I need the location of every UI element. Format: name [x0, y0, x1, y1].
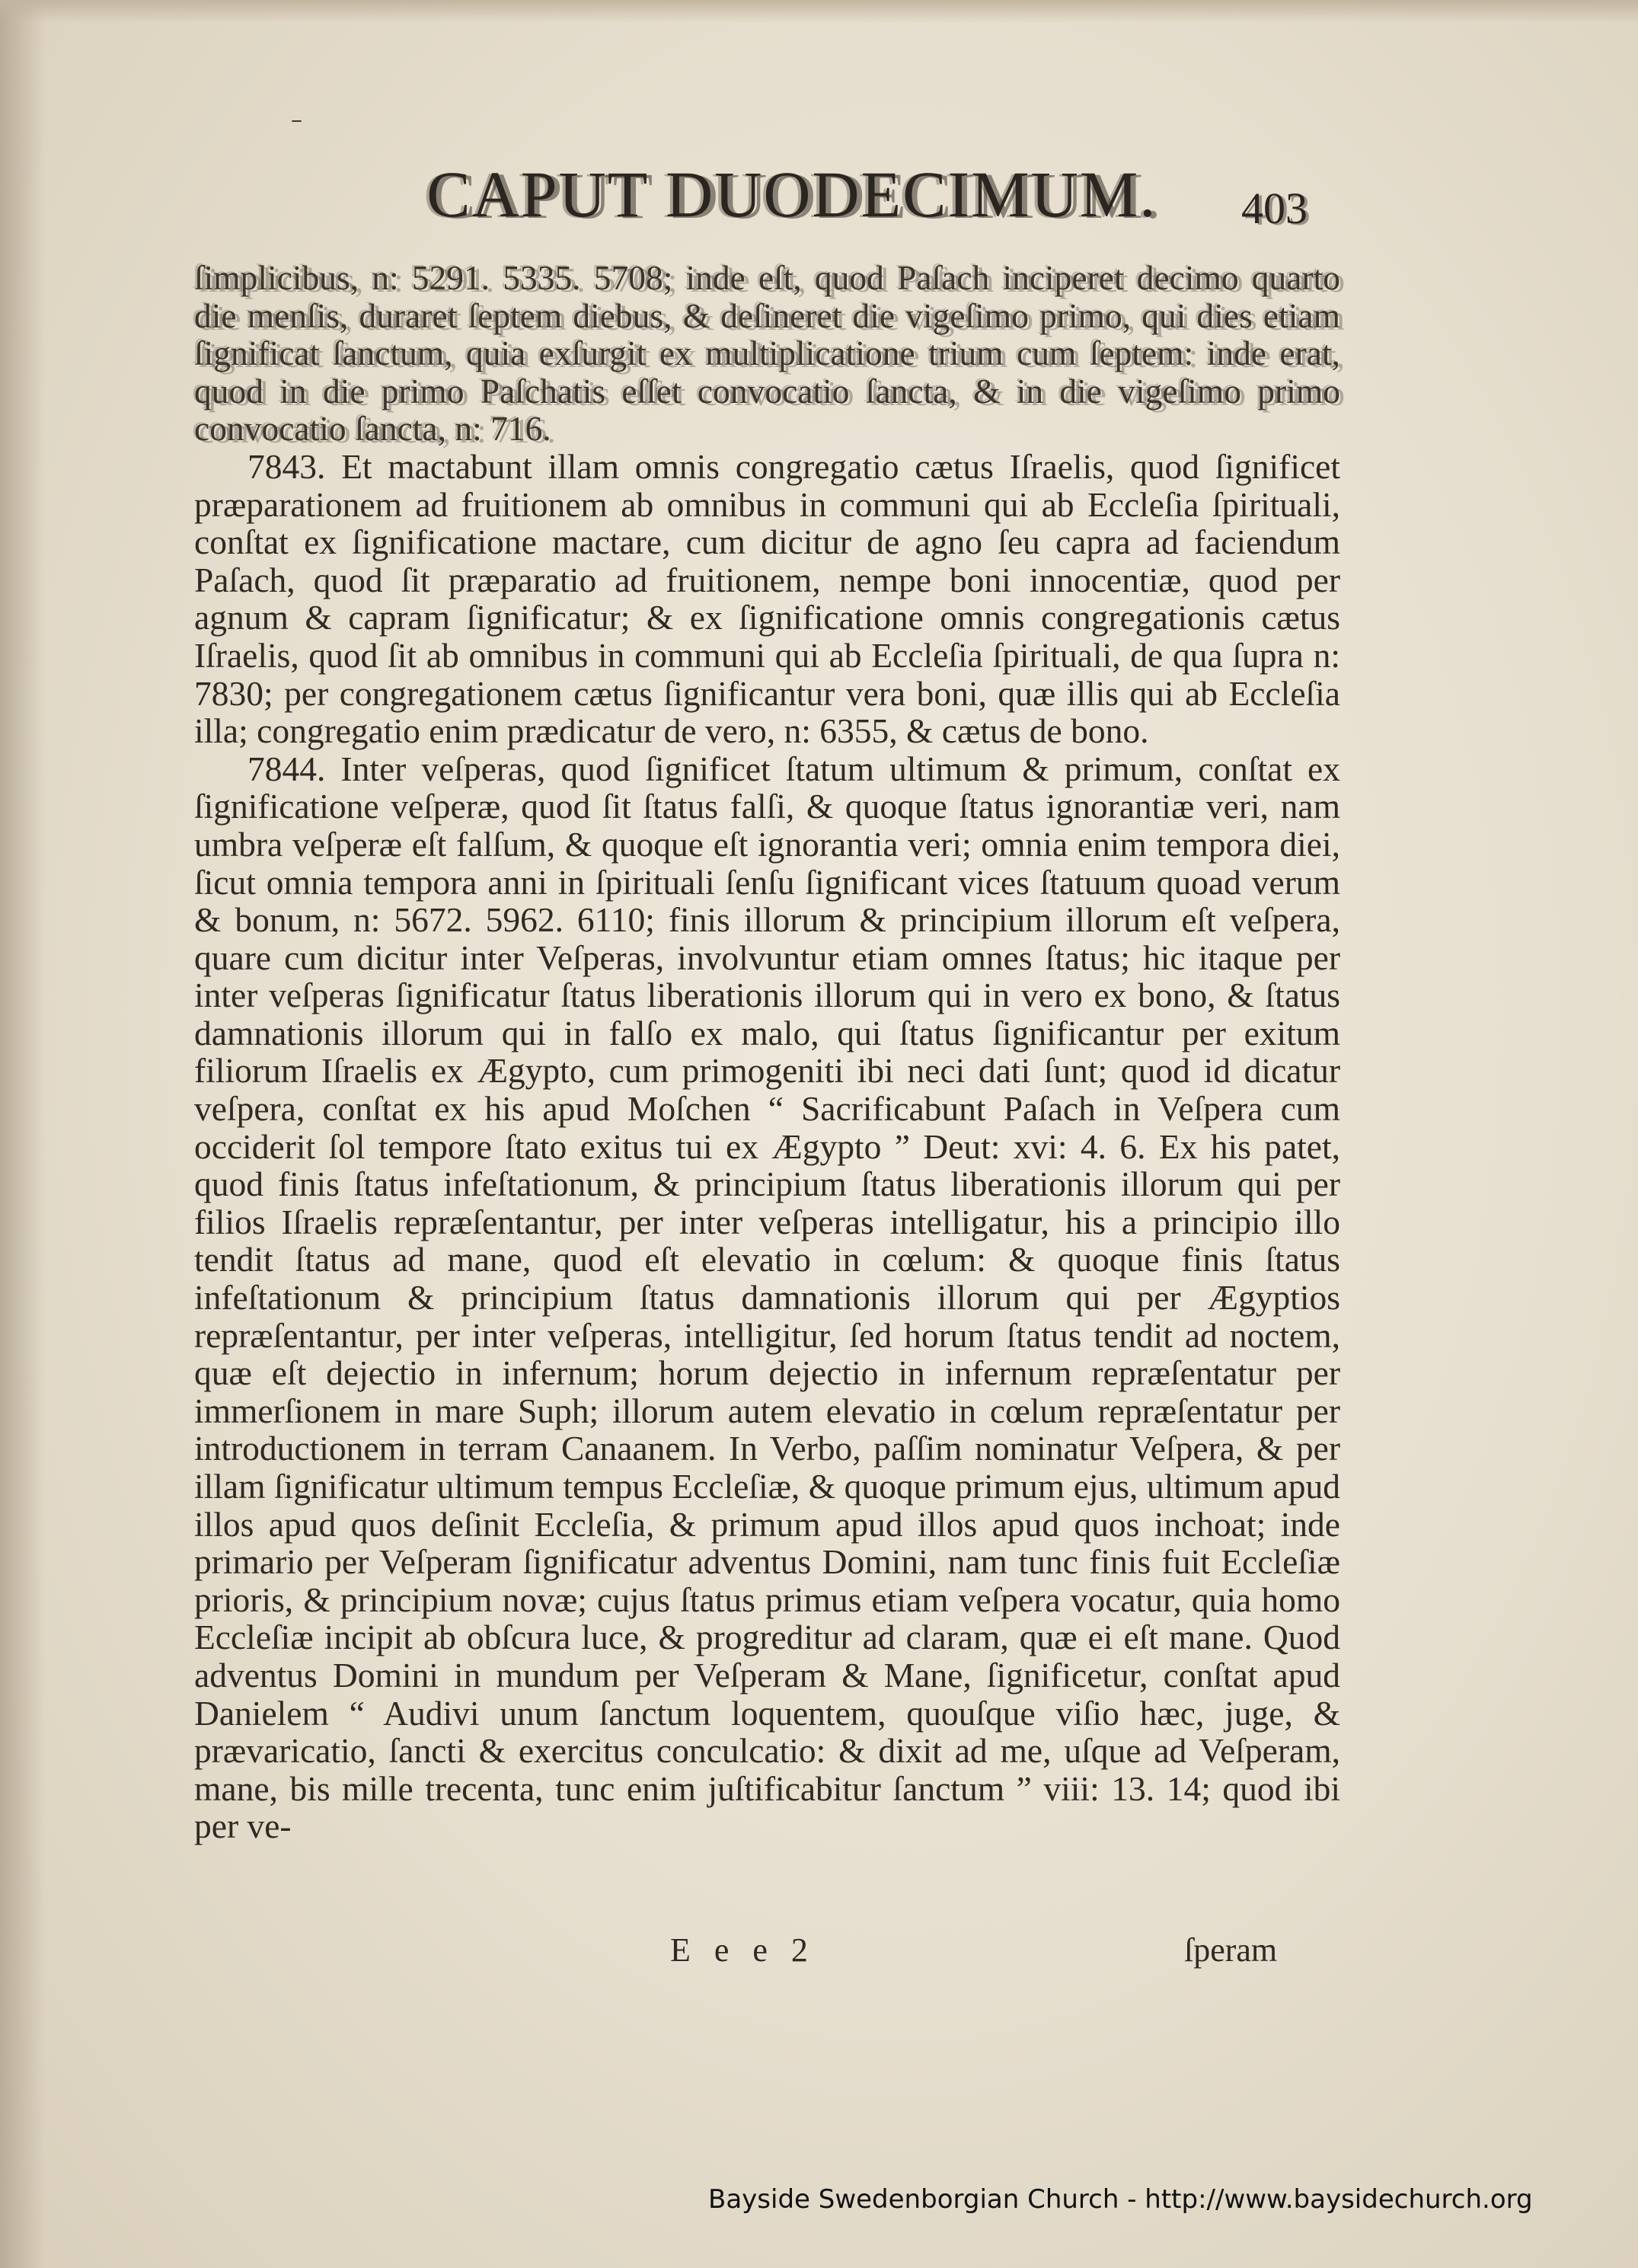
watermark-caption: Bayside Swedenborgian Church - http://www.baysidechurch.org: [708, 2184, 1533, 2215]
body-text: [194, 259, 1340, 1845]
page-number: 403: [1241, 184, 1308, 233]
paragraph-continuation: ſimplicibus, n: 5291. 5335. 5708; inde eſt, quod Paſach inciperet decimo quarto die menſis, duraret ſeptem diebus, & deſineret die vigeſimo primo, qui dies etiam ſignificat ſanctum, quia exſurgit ex multiplicatione trium cum ſeptem: inde erat, quod in die primo Paſchatis eſſet convocatio ſancta, & in die vigeſimo primo convocatio ſancta, n: 716.: [194, 258, 1340, 449]
signature-mark: E e e 2: [670, 1931, 816, 1969]
page-edge-shadow-top: [0, 0, 1638, 23]
paragraph-7843: 7843. Et mactabunt illam omnis congregatio cætus Iſraelis, quod ſignificet præparationem ad fruitionem ab omnibus in communi qui ab Eccleſia ſpirituali, conſtat ex ſignificatione mactare, cum dicitur de agno ſeu capra ad faciendum Paſach, quod ſit præparatio ad fruitionem, nempe boni innocentiæ, quod per agnum & capram ſignificatur; & ex ſignificatione omnis congregationis cætus Iſraelis, quod ſit ab omnibus in communi qui ab Eccleſia ſpirituali, de qua ſupra n: 7830; per congregationem cætus ſignificantur vera boni, quæ illis qui ab Eccleſia illa; congregatio enim prædicatur de vero, n: 6355, & cætus de bono.: [194, 446, 1340, 751]
margin-dash-mark: –: [291, 107, 302, 133]
catchword: ſperam: [1184, 1931, 1278, 1969]
paragraph-7844: 7844. Inter veſperas, quod ſignificet ſtatum ultimum & primum, conſtat ex ſignificatione veſperæ, quod ſit ſtatus falſi, & quoque ſtatus ignorantiæ veri, nam umbra veſperæ eſt falſum, & quoque eſt ignorantia veri; omnia enim tempora diei, ſicut omnia tempora anni in ſpirituali ſenſu ſignificant vices ſtatuum quoad verum & bonum, n: 5672. 5962. 6110; finis illorum & principium illorum eſt veſpera, quare cum dicitur inter Veſperas, involvuntur etiam omnes ſtatus; hic itaque per inter veſperas ſignificatur ſtatus liberationis illorum qui in vero ex bono, & ſtatus damnationis illorum qui in falſo ex malo, qui ſtatus ſignificantur per exitum filiorum Iſraelis ex Ægypto, cum primogeniti ibi neci dati ſunt; quod id dicatur veſpera, conſtat ex his apud Moſchen “ Sacrificabunt Paſach in Veſpera cum occiderit ſol tempore ſtato exitus tui ex Ægypto ” Deut: xvi: 4. 6. Ex his patet, quod finis ſtatus infeſtationum, & principium ſtatus liberationis illorum qui per filios Iſraelis repræſentantur, per inter veſperas intelligatur, his a principio illo tendit ſtatus ad mane, quod eſt elevatio in cœlum: & quoque finis ſtatus infeſtationum & principium ſtatus damnationis illorum qui per Ægyptios repræſentantur, per inter veſperas, intelligitur, ſed horum ſtatus tendit ad noctem, quæ eſt dejectio in infernum; horum dejectio in infernum repræſentatur per immerſionem in mare Suph; illorum autem elevatio in cœlum repræſentatur per introductionem in terram Canaanem. In Verbo, paſſim nominatur Veſpera, & per illam ſignificatur ultimum tempus Eccleſiæ, & quoque primum ejus, ultimum apud illos apud quos deſinit Eccleſia, & primum apud illos apud quos inchoat; inde primario per Veſperam ſignificatur adventus Domini, nam tunc finis fuit Eccleſiæ prioris, & principium novæ; cujus ſtatus primus etiam veſpera vocatur, quia homo Eccleſiæ incipit ab obſcura luce, & progreditur ad claram, quæ ei eſt mane. Quod adventus Domini in mundum per Veſperam & Mane, ſignificetur, conſtat apud Danielem “ Audivi unum ſanctum loquentem, quouſque viſio hæc, juge, & prævaricatio, ſancti & exercitus conculcatio: & dixit ad me, uſque ad Veſperam, mane, bis mille trecenta, tunc enim juſtificabitur ſanctum ” viii: 13. 14; quod ibi per ve-: [194, 749, 1340, 1846]
page-edge-shadow-left: [0, 0, 46, 2268]
running-head: CAPUT DUODECIMUM.: [426, 158, 1157, 231]
